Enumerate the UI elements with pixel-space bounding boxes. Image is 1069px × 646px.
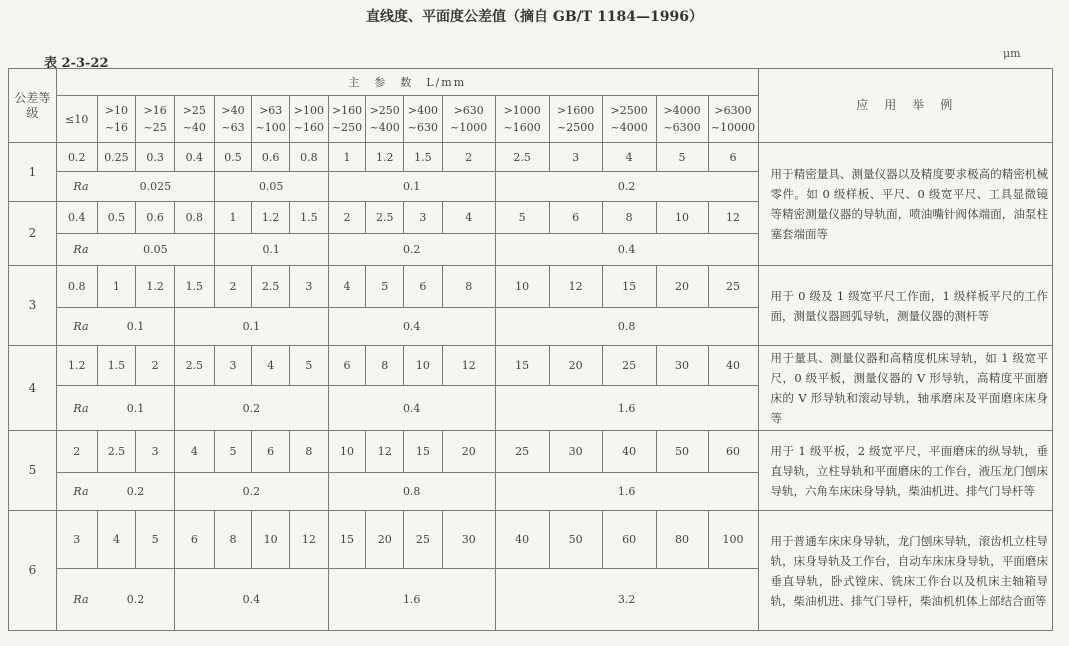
- tolerance-value: 5: [136, 511, 175, 569]
- range-header-3: [174, 96, 214, 143]
- range-line: ~250: [331, 121, 363, 134]
- tolerance-value: 6: [252, 431, 290, 473]
- tolerance-value: 5: [366, 266, 404, 308]
- range-line: ~10000: [710, 121, 756, 134]
- tolerance-value: 4: [442, 202, 495, 234]
- tolerance-value: 60: [708, 431, 758, 473]
- tolerance-value: 1.2: [136, 266, 175, 308]
- tolerance-value: 8: [602, 202, 656, 234]
- range-header-11: [495, 96, 549, 143]
- tolerance-value: 5: [495, 202, 549, 234]
- tolerance-value: 6: [708, 143, 758, 172]
- tolerance-value: 1: [214, 202, 252, 234]
- ra-value: 0.8: [495, 308, 758, 346]
- tolerance-value: 25: [404, 511, 443, 569]
- tolerance-value: 40: [602, 431, 656, 473]
- ra-value: 0.1: [97, 308, 174, 346]
- ra-label: Ra: [56, 308, 97, 346]
- tolerance-value: 6: [174, 511, 214, 569]
- grade-3-values-row: [9, 266, 1053, 308]
- ra-value: 0.05: [97, 234, 214, 266]
- range-line: ~400: [369, 121, 400, 134]
- range-line: >4000: [663, 104, 701, 117]
- tolerance-value: 0.6: [252, 143, 290, 172]
- range-line: ~6300: [663, 121, 701, 134]
- tolerance-value: 1: [97, 266, 136, 308]
- range-line: ~1600: [503, 121, 541, 134]
- tolerance-value: 8: [214, 511, 252, 569]
- range-header-8: [366, 96, 404, 143]
- tolerance-value: 15: [495, 346, 549, 386]
- range-line: >100: [293, 104, 324, 117]
- tolerance-value: 4: [174, 431, 214, 473]
- ra-label: Ra: [56, 234, 97, 266]
- tolerance-value: 4: [97, 511, 136, 569]
- ra-value: 0.2: [495, 172, 758, 202]
- tolerance-value: 12: [549, 266, 602, 308]
- tolerance-value: 50: [549, 511, 602, 569]
- range-line: ~63: [221, 121, 245, 134]
- tolerance-value: 80: [656, 511, 708, 569]
- tolerance-value: 0.4: [56, 202, 97, 234]
- ra-value: 0.05: [214, 172, 328, 202]
- tolerance-value: 2.5: [252, 266, 290, 308]
- ra-value: 0.4: [495, 234, 758, 266]
- range-line: >630: [453, 104, 484, 117]
- range-line: >6300: [714, 104, 752, 117]
- tolerance-value: 0.5: [214, 143, 252, 172]
- ra-value: 0.4: [328, 308, 495, 346]
- application-text: 用于普通车床床身导轨，龙门刨床导轨，滚齿机立柱导轨，床身导轨及工作台，自动车床床身导轨，平面磨床垂直导轨，卧式镗床、铣床工作台以及机床主轴箱导轨，柴油机进、排气门导杆，柴油机机体上部结合面等: [758, 511, 1052, 631]
- tolerance-value: 0.8: [56, 266, 97, 308]
- tolerance-value: 40: [495, 511, 549, 569]
- tolerance-value: 1.2: [252, 202, 290, 234]
- ra-value: 0.4: [174, 569, 328, 631]
- range-header-0: [56, 96, 97, 143]
- tolerance-value: 12: [708, 202, 758, 234]
- ra-label: Ra: [56, 386, 97, 431]
- tolerance-value: 10: [252, 511, 290, 569]
- unit-label: μm: [1003, 47, 1021, 60]
- range-header-15: [708, 96, 758, 143]
- tolerance-value: 2.5: [97, 431, 136, 473]
- tolerance-value: 0.5: [97, 202, 136, 234]
- ra-value: 0.4: [328, 386, 495, 431]
- tolerance-value: 12: [290, 511, 329, 569]
- tolerance-value: 1: [328, 143, 366, 172]
- ra-label: Ra: [56, 172, 97, 202]
- range-line: >63: [259, 104, 283, 117]
- table-number: 表 2-3-22: [44, 56, 109, 71]
- range-header-4: [214, 96, 252, 143]
- ra-value: 1.6: [495, 473, 758, 511]
- tolerance-value: 1.5: [290, 202, 329, 234]
- tolerance-value: 6: [328, 346, 366, 386]
- tolerance-value: 30: [442, 511, 495, 569]
- tolerance-value: 30: [549, 431, 602, 473]
- ra-value: 0.2: [328, 234, 495, 266]
- tolerance-value: 2.5: [366, 202, 404, 234]
- range-header-7: [328, 96, 366, 143]
- range-line: >1000: [503, 104, 541, 117]
- tolerance-value: 2: [214, 266, 252, 308]
- tolerance-value: 1.2: [366, 143, 404, 172]
- tolerance-value: 5: [656, 143, 708, 172]
- tolerance-value: 8: [290, 431, 329, 473]
- application-header: 应 用 举 例: [758, 69, 1052, 143]
- range-line: ~2500: [557, 121, 595, 134]
- tolerance-value: 0.4: [174, 143, 214, 172]
- ra-value: 0.2: [174, 473, 328, 511]
- tolerance-value: 12: [366, 431, 404, 473]
- header-row-main: [9, 69, 1053, 96]
- range-line: >25: [182, 104, 206, 117]
- tolerance-value: 20: [442, 431, 495, 473]
- tolerance-value: 3: [214, 346, 252, 386]
- ra-value: 3.2: [495, 569, 758, 631]
- ra-label: Ra: [56, 569, 97, 631]
- tolerance-value: 20: [366, 511, 404, 569]
- tolerance-value: 3: [404, 202, 443, 234]
- grade-header-text: 公差等级: [14, 90, 51, 120]
- grade-cell: 5: [9, 431, 57, 511]
- ra-label: Ra: [56, 473, 97, 511]
- tolerance-value: 10: [495, 266, 549, 308]
- ra-value: 0.1: [328, 172, 495, 202]
- range-header-9: [404, 96, 443, 143]
- grade-5-values-row: [9, 431, 1053, 473]
- ra-value: 0.8: [328, 473, 495, 511]
- range-header-10: [442, 96, 495, 143]
- range-line: >400: [407, 104, 438, 117]
- ra-value: 0.1: [214, 234, 328, 266]
- range-line: >250: [369, 104, 400, 117]
- range-line: >1600: [557, 104, 595, 117]
- application-text: 用于 0 级及 1 级宽平尺工作面，1 级样板平尺的工作面，测量仪器圆弧导轨，测量仪器的测杆等: [758, 266, 1052, 346]
- range-header-13: [602, 96, 656, 143]
- range-line: >2500: [610, 104, 648, 117]
- range-header-2: [136, 96, 175, 143]
- tolerance-value: 3: [136, 431, 175, 473]
- grade-header: [9, 69, 57, 143]
- range-header-6: [290, 96, 329, 143]
- tolerance-value: 8: [442, 266, 495, 308]
- tolerance-value: 1.5: [97, 346, 136, 386]
- tolerance-value: 0.8: [174, 202, 214, 234]
- tolerance-value: 3: [290, 266, 329, 308]
- range-line: >160: [331, 104, 363, 117]
- tolerance-table: [8, 68, 1053, 631]
- tolerance-value: 12: [442, 346, 495, 386]
- grade-1-values-row: [9, 143, 1053, 172]
- tolerance-value: 2.5: [495, 143, 549, 172]
- tolerance-value: 2.5: [174, 346, 214, 386]
- grade-cell: 4: [9, 346, 57, 431]
- tolerance-value: 5: [214, 431, 252, 473]
- grade-4-values-row: [9, 346, 1053, 386]
- range-line: ~100: [255, 121, 286, 134]
- tolerance-value: 0.2: [56, 143, 97, 172]
- tolerance-value: 15: [328, 511, 366, 569]
- tolerance-value: 0.8: [290, 143, 329, 172]
- tolerance-value: 40: [708, 346, 758, 386]
- range-line: ~16: [104, 121, 129, 134]
- tolerance-value: 4: [252, 346, 290, 386]
- range-header-5: [252, 96, 290, 143]
- tolerance-value: 100: [708, 511, 758, 569]
- ra-value: 1.6: [328, 569, 495, 631]
- tolerance-value: 4: [602, 143, 656, 172]
- tolerance-value: 10: [404, 346, 443, 386]
- tolerance-value: 50: [656, 431, 708, 473]
- range-line: ~1000: [450, 121, 488, 134]
- main-param-header: 主 参 数 L/mm: [56, 69, 758, 96]
- application-text: 用于精密量具、测量仪器以及精度要求极高的精密机械零件。如 0 级样板、平尺、0 级宽平尺、工具显微镜等精密测量仪器的导轨面，喷油嘴针阀体端面，油泵柱塞套端面等: [758, 143, 1052, 266]
- grade-cell: 2: [9, 202, 57, 266]
- application-text: 用于量具、测量仪器和高精度机床导轨，如 1 级宽平尺，0 级平板，测量仪器的 V 形导轨，高精度平面磨床的 V 形导轨和滚动导轨，轴承磨床及平面磨床床身等: [758, 346, 1052, 431]
- application-text: 用于 1 级平板，2 级宽平尺，平面磨床的纵导轨，垂直导轨，立柱导轨和平面磨床的工作台，液压龙门刨床导轨，六角车床床身导轨，柴油机进、排气门导杆等: [758, 431, 1052, 511]
- range-line: >10: [104, 104, 129, 117]
- tolerance-value: 1.5: [404, 143, 443, 172]
- tolerance-value: 6: [404, 266, 443, 308]
- ra-value: 0.025: [97, 172, 214, 202]
- tolerance-value: 0.3: [136, 143, 175, 172]
- range-header-1: [97, 96, 136, 143]
- tolerance-value: 0.25: [97, 143, 136, 172]
- range-header-12: [549, 96, 602, 143]
- tolerance-value: 3: [549, 143, 602, 172]
- range-line: ~4000: [610, 121, 648, 134]
- tolerance-value: 25: [708, 266, 758, 308]
- tolerance-value: 25: [602, 346, 656, 386]
- grade-cell: 1: [9, 143, 57, 202]
- ra-value: 0.2: [97, 473, 174, 511]
- range-header-14: [656, 96, 708, 143]
- ra-value: 0.2: [174, 386, 328, 431]
- tolerance-value: 10: [328, 431, 366, 473]
- grade-6-values-row: [9, 511, 1053, 569]
- tolerance-value: 2: [442, 143, 495, 172]
- ra-value: 0.1: [97, 386, 174, 431]
- tolerance-value: 30: [656, 346, 708, 386]
- tolerance-value: 1.2: [56, 346, 97, 386]
- page-title: 直线度、平面度公差值（摘自 GB/T 1184—1996）: [366, 9, 703, 25]
- tolerance-value: 20: [549, 346, 602, 386]
- ra-value: 0.1: [174, 308, 328, 346]
- tolerance-value: 8: [366, 346, 404, 386]
- grade-cell: 3: [9, 266, 57, 346]
- tolerance-value: 4: [328, 266, 366, 308]
- ra-value: 1.6: [495, 386, 758, 431]
- tolerance-value: 3: [56, 511, 97, 569]
- tolerance-value: 25: [495, 431, 549, 473]
- ra-value: 0.2: [97, 569, 174, 631]
- range-line: >40: [221, 104, 245, 117]
- range-line: ~160: [293, 121, 324, 134]
- tolerance-value: 2: [328, 202, 366, 234]
- tolerance-value: 60: [602, 511, 656, 569]
- tolerance-value: 15: [404, 431, 443, 473]
- grade-cell: 6: [9, 511, 57, 631]
- range-line: ~40: [182, 121, 206, 134]
- range-line: ~25: [143, 121, 167, 134]
- tolerance-value: 20: [656, 266, 708, 308]
- tolerance-value: 2: [56, 431, 97, 473]
- tolerance-value: 0.6: [136, 202, 175, 234]
- range-line: ~630: [407, 121, 438, 134]
- tolerance-value: 5: [290, 346, 329, 386]
- tolerance-value: 2: [136, 346, 175, 386]
- tolerance-value: 15: [602, 266, 656, 308]
- tolerance-value: 1.5: [174, 266, 214, 308]
- tolerance-value: 6: [549, 202, 602, 234]
- range-line: >16: [143, 104, 167, 117]
- tolerance-value: 10: [656, 202, 708, 234]
- range-line: ≤10: [65, 112, 89, 126]
